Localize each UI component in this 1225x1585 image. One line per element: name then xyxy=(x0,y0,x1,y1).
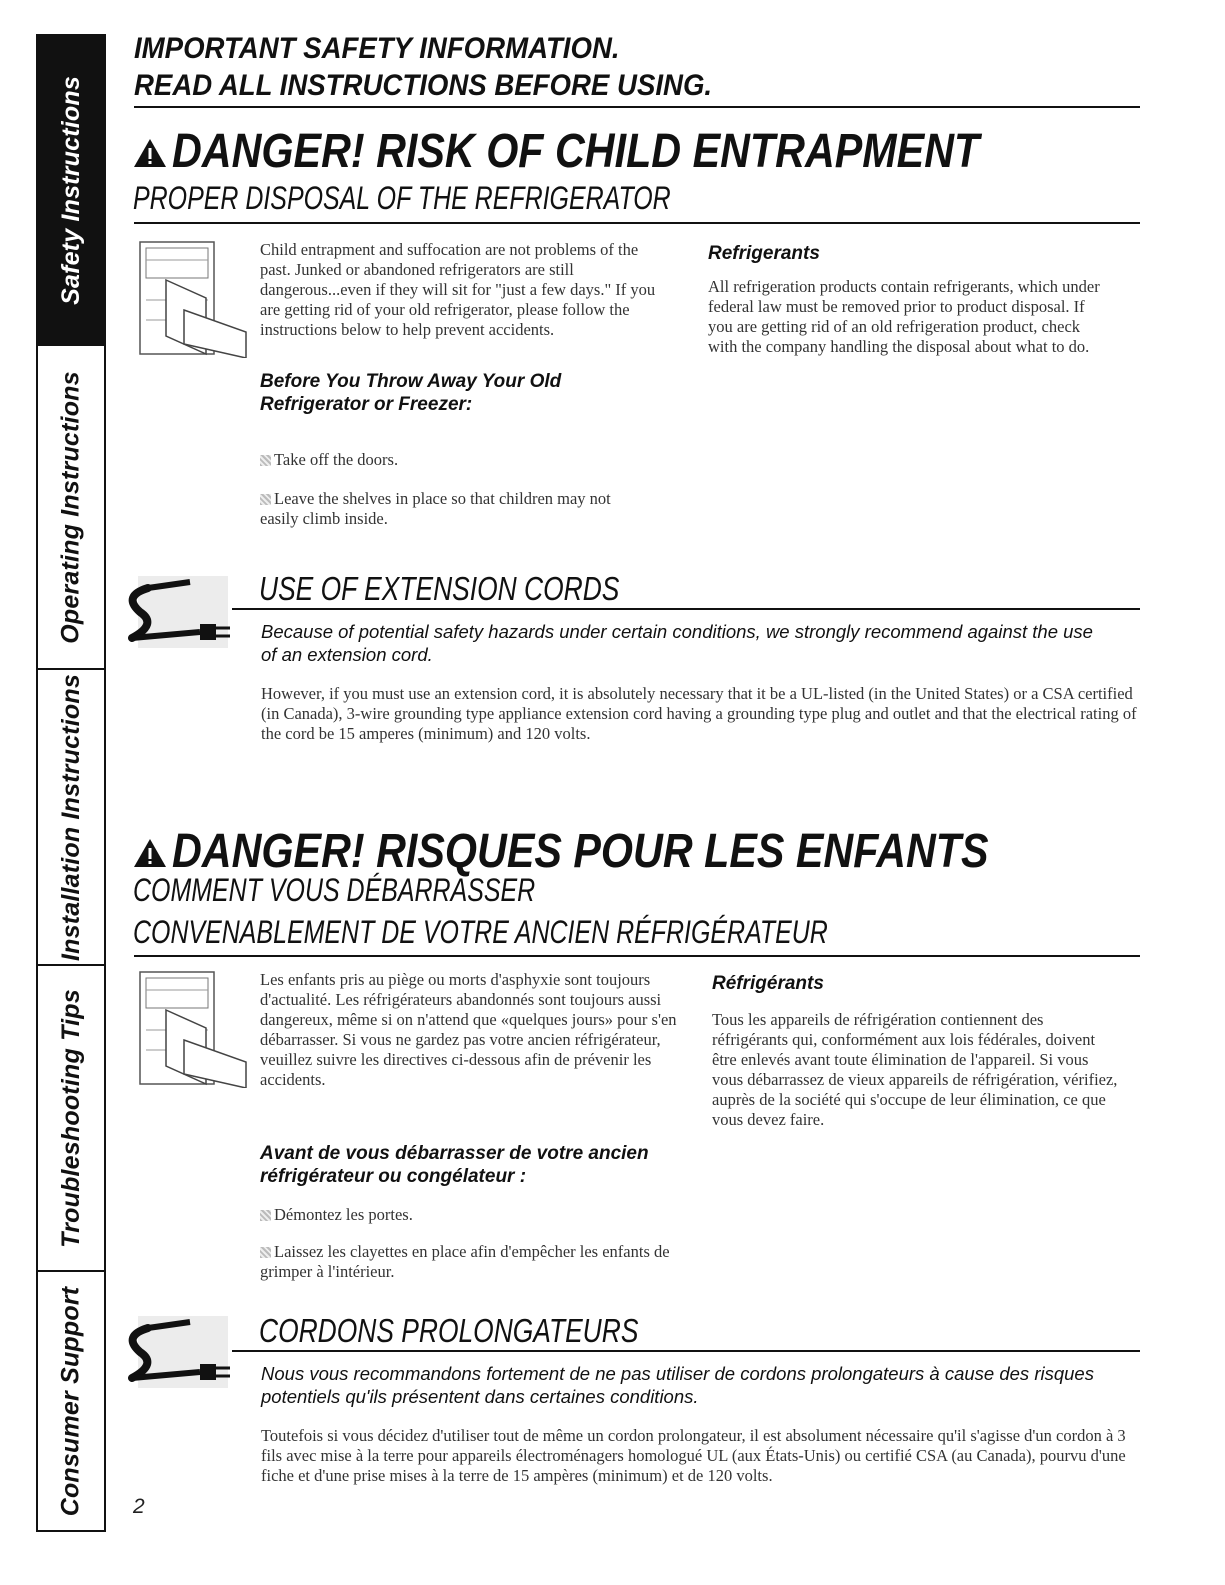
before-heading-fr: Avant de vous débarrasser de votre ancien réfrigérateur ou congélateur : xyxy=(260,1143,649,1187)
tab-operating-instructions[interactable] xyxy=(38,346,104,670)
bullet-demontez-portes: Démontez les portes. xyxy=(260,1205,680,1225)
tab-safety-instructions[interactable] xyxy=(38,36,104,346)
cords-rule-en xyxy=(232,608,1140,610)
cords-lead-fr: Nous vous recommandons fortement de ne pas utiliser de cordons prolongateurs à cause des risques potentiels qu'ils présentent dans certaines conditions. xyxy=(261,1363,1094,1407)
page-header xyxy=(134,30,762,104)
refrigerants-heading-en: Refrigerants xyxy=(708,243,820,264)
cords-text-en: However, if you must use an extension cord, it is absolutely necessary that it be a UL-listed (in the United States) or a CSA certified (in Canada), 3-wire grounding type appliance extension cord having a grounding type plug and outlet and that the electrical rating of the cord be 15 amperes (minimum) and 120 volts. xyxy=(261,684,1137,743)
warning-triangle-icon xyxy=(132,137,168,169)
tab-label: Safety Instructions xyxy=(56,75,85,305)
cords-heading-en: USE OF EXTENSION CORDS xyxy=(259,570,620,607)
refrigerator-illustration xyxy=(136,240,250,358)
subtitle-rule-en xyxy=(134,222,1140,224)
subtitle-rule-fr xyxy=(134,955,1140,957)
bullet-leave-shelves: Leave the shelves in place so that children may not easily climb inside. xyxy=(260,489,640,529)
subtitle-fr-1: COMMENT VOUS DÉBARRASSER xyxy=(133,872,536,908)
subtitle-fr-1-wrap xyxy=(133,872,649,909)
intro-text-fr: Les enfants pris au piège ou morts d'asphyxie sont toujours d'actualité. Les réfrigérateurs abandonnés sont toujours aussi dangereux, même si on n'attend que «quelques jours» pour s'en débarrasser. Si vous ne gardez pas votre ancien réfrigérateur, veuillez suivre les directives ci-dessous afin de prévenir les accidents. xyxy=(260,970,677,1089)
header-line-1: IMPORTANT SAFETY INFORMATION. xyxy=(134,32,620,65)
cords-heading-fr-wrap xyxy=(259,1312,733,1350)
danger-title-en xyxy=(132,124,1111,179)
tab-troubleshooting-tips[interactable] xyxy=(38,966,104,1272)
cords-text-fr: Toutefois si vous décidez d'utiliser tout de même un cordon prolongateur, il est absolument nécessaire qu'il s'agisse d'un cordon à 3 fils avec mise à la terre pour appareils électroménagers homologué UL (aux États-Unis) ou certifié CSA (au Canada), pourvu d'une fiche et d'une prise mises à la terre de 15 ampères (minimum) et de 120 volts. xyxy=(261,1426,1126,1485)
section-sidebar xyxy=(36,34,106,1532)
header-rule xyxy=(134,106,1140,108)
subtitle-text: PROPER DISPOSAL OF THE REFRIGERATOR xyxy=(133,180,671,216)
cords-lead-en: Because of potential safety hazards under certain conditions, we strongly recommend against the use of an extension cord. xyxy=(261,621,1093,665)
header-line-2: READ ALL INSTRUCTIONS BEFORE USING. xyxy=(134,69,713,102)
tab-consumer-support[interactable] xyxy=(38,1272,104,1530)
refrigerator-illustration xyxy=(136,970,250,1088)
subtitle-fr-2-wrap xyxy=(133,914,1024,951)
cords-heading-en-wrap xyxy=(259,570,709,608)
refrigerants-heading-fr: Réfrigérants xyxy=(712,973,824,994)
tab-label: Troubleshooting Tips xyxy=(56,988,85,1248)
extension-cord-icon xyxy=(118,1312,236,1392)
danger-title-fr xyxy=(132,824,1121,879)
subtitle-fr-2: CONVENABLEMENT DE VOTRE ANCIEN RÉFRIGÉRATEUR xyxy=(133,914,828,950)
page-number: 2 xyxy=(133,1495,145,1518)
tab-installation-instructions[interactable] xyxy=(38,670,104,966)
refrigerants-text-en: All refrigeration products contain refrigerants, which under federal law must be removed prior to product disposal. If you are getting rid of an old refrigeration product, check with the company handling the disposal about what to do. xyxy=(708,277,1100,356)
before-heading-en: Before You Throw Away Your Old Refrigerator or Freezer: xyxy=(260,371,562,415)
cords-rule-fr xyxy=(232,1350,1140,1352)
refrigerants-text-fr: Tous les appareils de réfrigération contiennent des réfrigérants qui, conformément aux lois fédérales, doivent être enlevés avant toute élimination de l'appareil. Si vous vous débarrassez de vieux appareils de réfrigération, vérifiez, auprès de la société qui s'occupe de leur élimination, ce que vous devez faire. xyxy=(712,1010,1118,1129)
tab-label: Operating Instructions xyxy=(56,370,85,644)
extension-cord-icon xyxy=(118,572,236,652)
tab-label: Consumer Support xyxy=(56,1286,85,1516)
subtitle-en xyxy=(133,180,822,217)
danger-title-text: DANGER! RISK OF CHILD ENTRAPMENT xyxy=(172,125,980,178)
cords-heading-fr: CORDONS PROLONGATEURS xyxy=(259,1312,639,1349)
intro-text-en: Child entrapment and suffocation are not problems of the past. Junked or abandoned refrigerators are still dangerous...even if they will sit for "just a few days." If you are getting rid of your old refrigerator, please follow the instructions below to help prevent accidents. xyxy=(260,240,656,339)
danger-title-text: DANGER! RISQUES POUR LES ENFANTS xyxy=(172,825,989,878)
tab-label: Installation Instructions xyxy=(56,673,85,961)
bullet-take-off-doors: Take off the doors. xyxy=(260,450,660,470)
bullet-laissez-clayettes: Laissez les clayettes en place afin d'empêcher les enfants de grimper à l'intérieur. xyxy=(260,1242,680,1282)
warning-triangle-icon xyxy=(132,837,168,869)
